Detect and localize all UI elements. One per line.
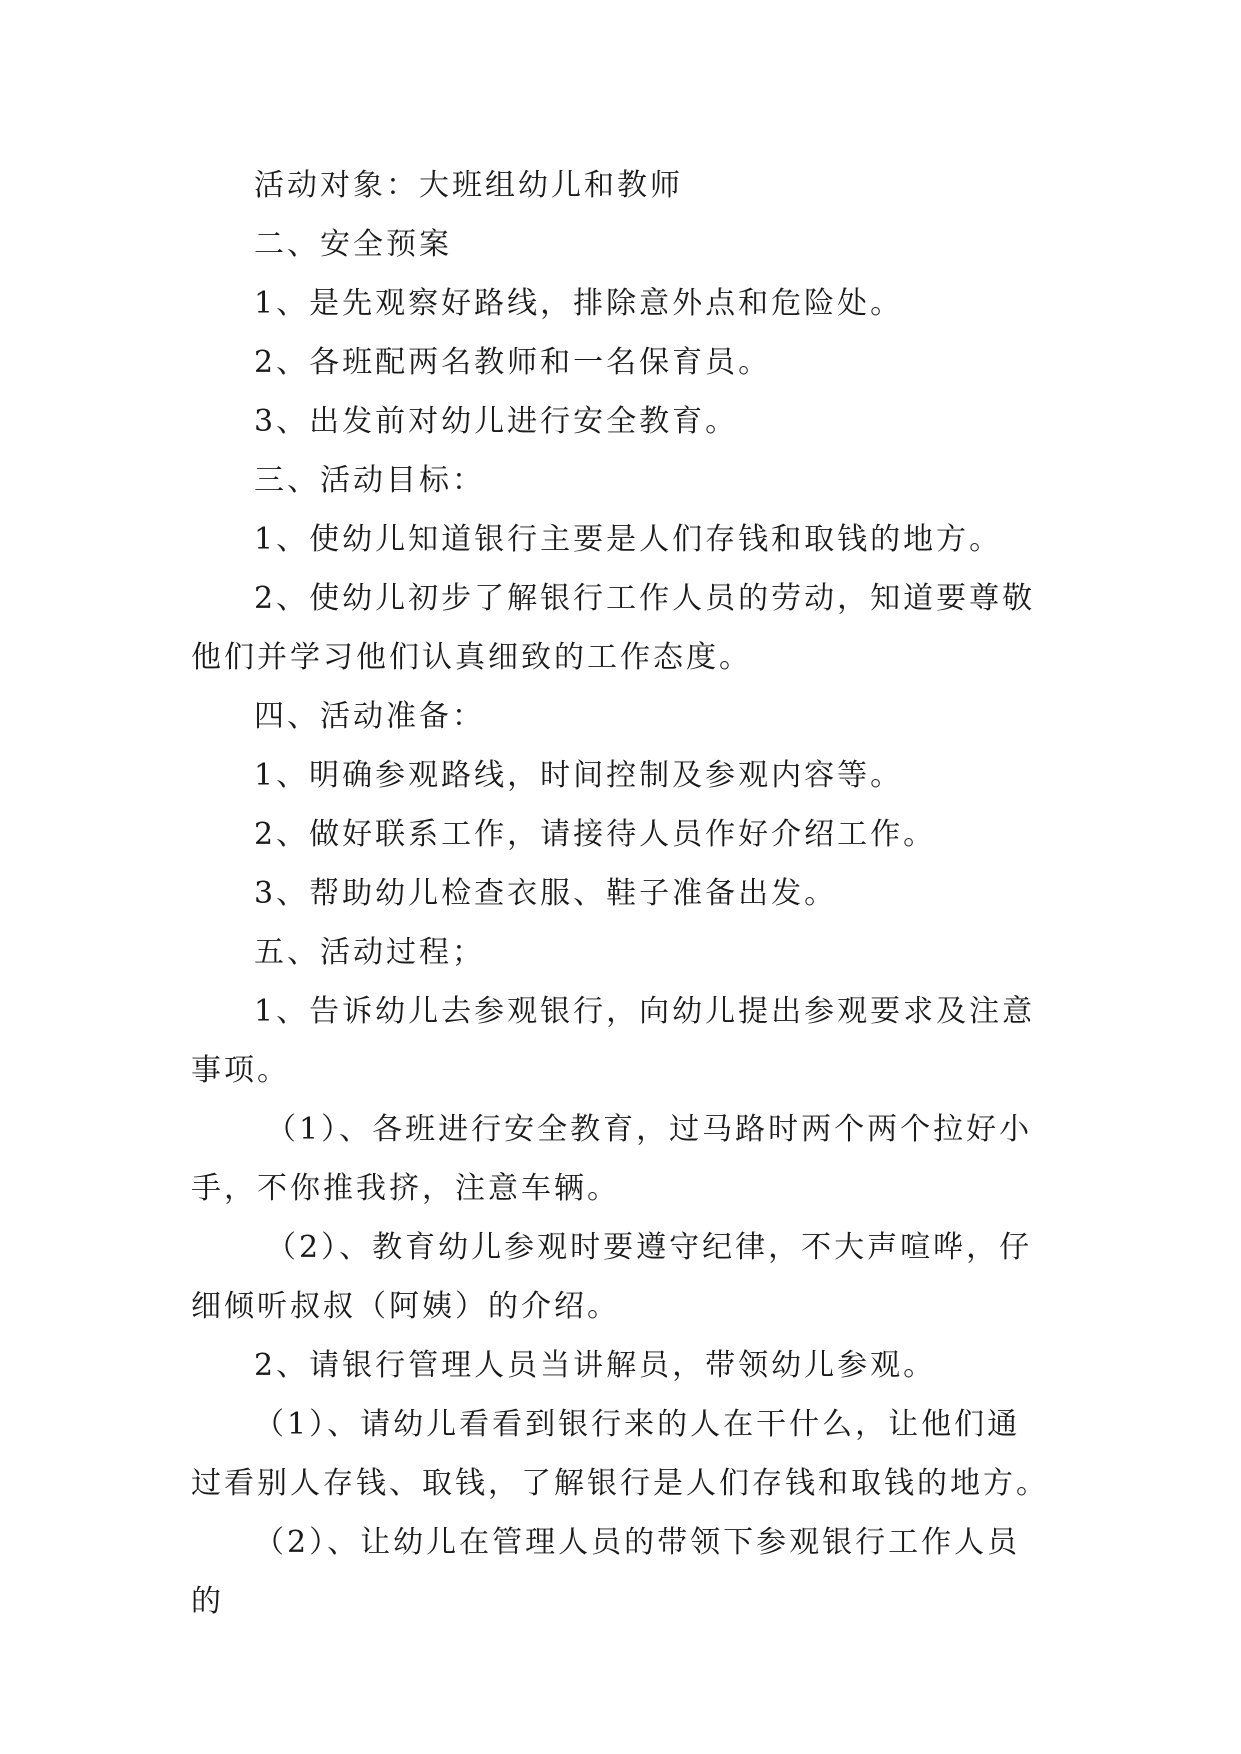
paragraph-safety-3: 3、出发前对幼儿进行安全教育。 — [254, 404, 739, 439]
paragraph-process-2-sub-2: （2）、让幼儿在管理人员的带领下参观银行工作人员的 — [191, 1525, 1021, 1619]
paragraph-process-1-sub-1: （1）、各班进行安全教育，过马路时两个两个拉好小手，不你推我挤，注意车辆。 — [191, 1112, 1033, 1206]
paragraph-goal-1: 1、使幼儿知道银行主要是人们存钱和取钱的地方。 — [254, 522, 1003, 557]
paragraph-process-1: 1、告诉幼儿去参观银行，向幼儿提出参观要求及注意事项。 — [191, 994, 1036, 1088]
paragraph-activity-target: 活动对象：大班组幼儿和教师 — [254, 168, 683, 203]
paragraph-process-2: 2、请银行管理人员当讲解员，带领幼儿参观。 — [254, 1348, 937, 1383]
paragraph-prep-3: 3、帮助幼儿检查衣服、鞋子准备出发。 — [254, 876, 838, 911]
paragraph-safety-2: 2、各班配两名教师和一名保育员。 — [254, 345, 772, 380]
heading-activity-process: 五、活动过程； — [254, 935, 485, 970]
heading-safety-plan: 二、安全预案 — [254, 227, 452, 262]
paragraph-prep-2: 2、做好联系工作，请接待人员作好介绍工作。 — [254, 817, 937, 852]
heading-activity-goals: 三、活动目标： — [254, 463, 485, 498]
document-body — [191, 156, 1051, 1631]
paragraph-safety-1: 1、是先观察好路线，排除意外点和危险处。 — [254, 286, 904, 321]
paragraph-process-1-sub-2: （2）、教育幼儿参观时要遵守纪律，不大声喧哗，仔细倾听叔叔（阿姨）的介绍。 — [191, 1230, 1033, 1324]
paragraph-prep-1: 1、明确参观路线，时间控制及参观内容等。 — [254, 758, 904, 793]
paragraph-goal-2: 2、使幼儿初步了解银行工作人员的劳动，知道要尊敬他们并学习他们认真细致的工作态度。 — [191, 581, 1036, 675]
paragraph-process-2-sub-1: （1）、请幼儿看看到银行来的人在干什么，让他们通过看别人存钱、取钱，了解银行是人们存钱和取钱的地方。 — [191, 1407, 1049, 1501]
heading-activity-preparation: 四、活动准备： — [254, 699, 485, 734]
